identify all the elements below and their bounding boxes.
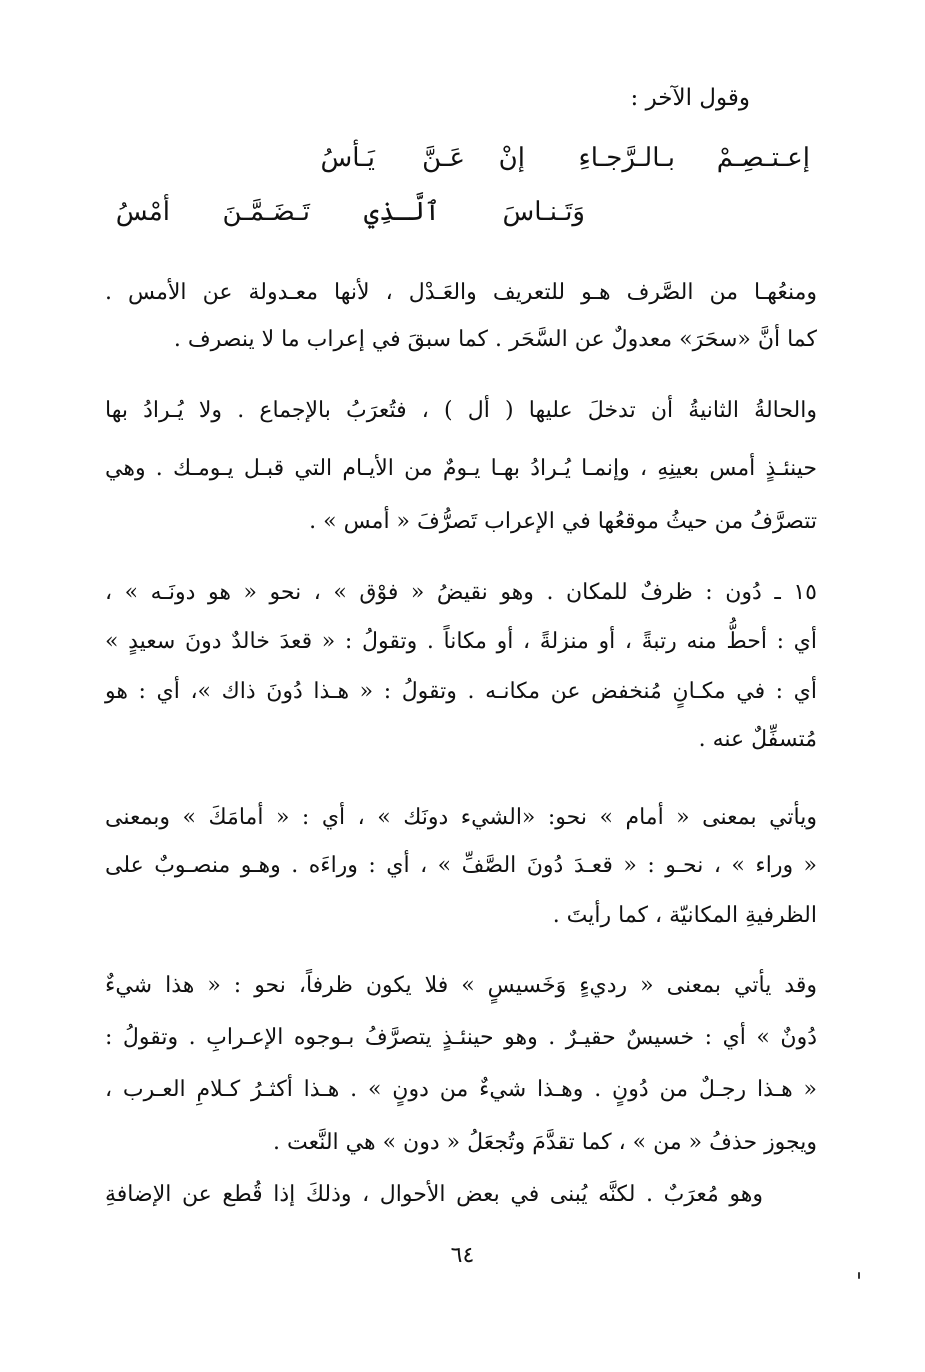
verse-word: إنْ (498, 143, 525, 173)
verse-word: أمْسُ (115, 197, 170, 227)
text-line: « هـذا رجـلٌ من دُونٍ . وهـذا شيءٌ من دونٍ » . هـذا أكثـرُ كـلامِ العـرب ، (105, 1077, 817, 1102)
text-line: ويأتي بمعنى « أمام » نحو: «الشيء دونَك » ، أي : « أمامَكَ » وبمعنى (105, 805, 817, 830)
verse-word: بـالـرَّجـاءِ (578, 143, 675, 173)
text-line: أي : في مكـانٍ مُنخفض عن مكانـه . وتقولُ : « هـذا دُونَ ذاك »، أي : هو (105, 679, 817, 704)
verse-word: عَـنَّ (422, 143, 465, 173)
text-line: الظرفيةِ المكانيّة ، كما رأيتَ . (552, 903, 817, 928)
verse-word: تَـضَـمَّـنَ (222, 197, 310, 227)
text-line: أي : أحطُّ منه رتبةً ، أو منزلةً ، أو مكاناً . وتقولُ : « قعدَ خالدٌ دونَ سعيدٍ » (105, 629, 817, 654)
verse-word: يَـأسُ (320, 143, 375, 173)
text-line: وقد يأتي بمعنى « رديءٍ وَخَسيسٍ » فلا يكون ظرفاً، نحو : « هذا شيءٌ (105, 973, 817, 998)
text-line: ويجوز حذفُ « من » ، كما تقدَّمَ وتُجعَلُ « دون » هي النَّعت . (273, 1130, 817, 1155)
verse-word: ٱلَّـذِي (363, 197, 440, 227)
text-line: والحالةُ الثانيةُ أن تدخلَ عليها ( أل ) ، فتُعرَبُ بالإجماع . ولا يُـرادُ بها (105, 398, 817, 423)
page-number: ٦٤ (450, 1243, 475, 1268)
text-line: حينئـذٍ أمس بعينِهِ ، وإنمـا يُـرادُ بهـا يـومٌ من الأيـام التي قبـل يـومـك . وهي (105, 456, 817, 481)
text-line: كما أنَّ «سحَرَ» معدولٌ عن السَّحَر . كما سبقَ في إعراب ما لا ينصرف . (173, 327, 817, 352)
text-line: ومنعُهـا من الصَّرف هـو للتعريف والعَـدْل ، لأنها معـدولة عن الأمس . (105, 280, 817, 305)
text-line: دُونٌ » أي : خسيسٌ حقيـرٌ . وهو حينئـذٍ يتصرَّفُ بـوجوه الإعـرابِ . وتقولُ : (105, 1025, 817, 1050)
text-line: « وراء » ، نحـو : « قعـدَ دُونَ الصَّفِّ » ، أي : وراءَه . وهـو منصـوبٌ على (105, 853, 817, 878)
text-line: مُتسفِّلٌ عنه . (698, 727, 817, 752)
section-heading: وقول الآخر : (630, 85, 750, 111)
verse-word: إعـتـصِـمْ (716, 143, 810, 173)
text-line: ١٥ ـ دُون : ظرفٌ للمكان . وهو نقيضُ « فوْق » ، نحو « هو دونَـه » ، (105, 580, 817, 605)
verse-word: وَتَـنـاسَ (502, 197, 585, 227)
scan-speck (858, 1272, 860, 1279)
text-line: تتصرَّفُ من حيثُ موقعُها في الإعراب تَصرُّفَ « أمس » . (309, 509, 817, 534)
text-line: وهو مُعرَبٌ . لكنَّه يُبنى في بعض الأحوال ، وذلكَ إذا قُطع عن الإضافةِ (105, 1182, 763, 1207)
